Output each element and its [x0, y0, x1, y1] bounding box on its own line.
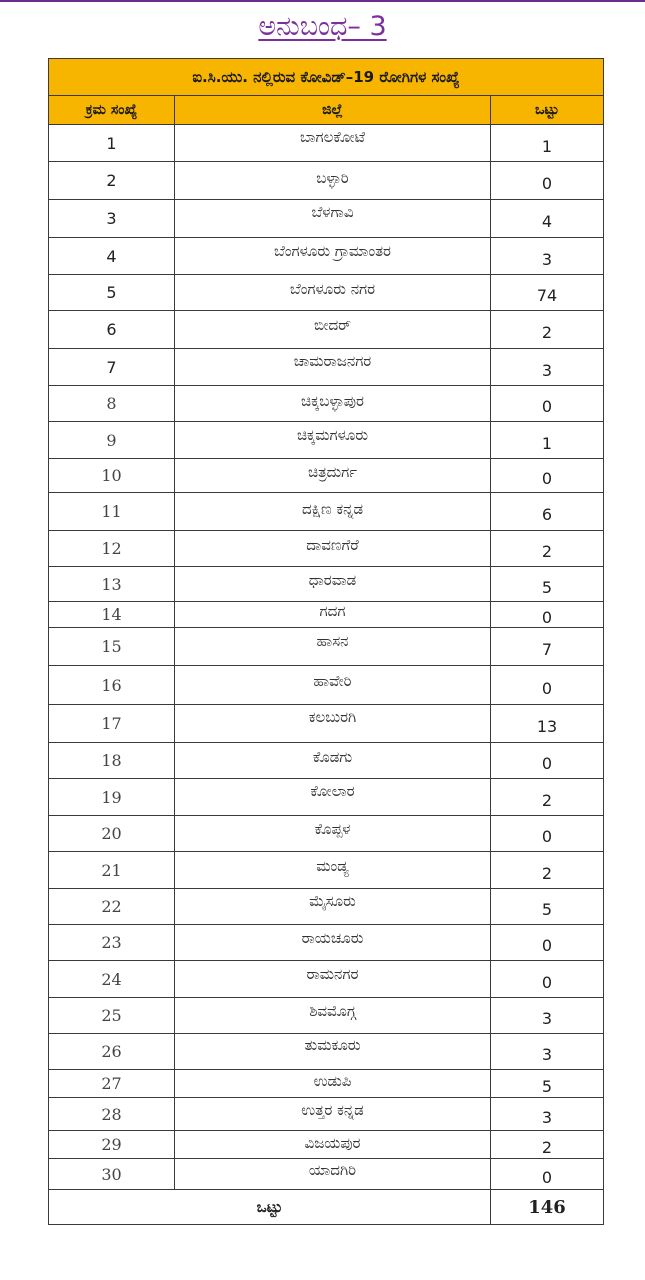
- count-cell: [491, 386, 604, 422]
- serial-number-cell: 24: [49, 961, 175, 998]
- table-row: [49, 493, 604, 531]
- serial-number-cell: 29: [49, 1131, 175, 1159]
- count-cell: [491, 1159, 604, 1190]
- count-cell: [491, 1070, 604, 1098]
- district-name: ಮಂಡ್ಯ: [316, 857, 349, 875]
- count-cell: [491, 666, 604, 705]
- table-row: [49, 275, 604, 311]
- total-label: ಒಟ್ಟು: [49, 1190, 491, 1225]
- serial-number-cell: 1: [49, 125, 175, 162]
- table-row: [49, 422, 604, 459]
- district-name: ಮೈಸೂರು: [309, 891, 356, 910]
- count-value: 0: [541, 678, 553, 698]
- table-row: [49, 531, 604, 567]
- table-row: [49, 602, 604, 628]
- district-cell: [175, 925, 491, 961]
- district-cell: [175, 666, 491, 705]
- count-value: 0: [541, 1167, 553, 1187]
- top-border-line: [0, 0, 645, 2]
- count-value: 3: [541, 1045, 553, 1064]
- table-row: [49, 386, 604, 422]
- count-cell: [491, 238, 604, 275]
- district-cell: [175, 1034, 491, 1070]
- annexure-heading: ಅನುಬಂಧ– 3: [258, 11, 387, 42]
- district-name: ಬೆಂಗಳೂರು ಗ್ರಾಮಾಂತರ: [274, 242, 391, 260]
- district-cell: [175, 816, 491, 852]
- count-cell: [491, 998, 604, 1034]
- table-row: [49, 238, 604, 275]
- serial-number-cell: 9: [49, 422, 175, 459]
- table-row: [49, 852, 604, 889]
- count-value: 5: [541, 1077, 553, 1096]
- count-value: 3: [541, 1009, 553, 1028]
- count-cell: [491, 1098, 604, 1131]
- table-row: [49, 1098, 604, 1131]
- district-name: ಕೊಡಗು: [312, 747, 353, 766]
- count-cell: [491, 1034, 604, 1070]
- count-value: 13: [536, 717, 558, 736]
- count-cell: [491, 961, 604, 998]
- table-title: ಐ.ಸಿ.ಯು. ನಲ್ಲಿರುವ ಕೋವಿಡ್‌–19 ರೋಗಿಗಳ ಸಂಖ್ಯೆ: [49, 59, 604, 96]
- district-cell: [175, 743, 491, 779]
- count-cell: [491, 743, 604, 779]
- count-value: 3: [541, 1107, 553, 1127]
- count-cell: [491, 349, 604, 386]
- district-name: ಕಲಬುರಗಿ: [308, 707, 357, 726]
- count-value: 2: [541, 790, 553, 810]
- table-header-row: [49, 96, 604, 125]
- serial-number-cell: 8: [49, 386, 175, 422]
- district-cell: [175, 459, 491, 493]
- district-name: ಹಾಸನ: [316, 631, 349, 650]
- district-cell: [175, 1159, 491, 1190]
- district-name: ಕೋಲಾರ: [310, 782, 355, 800]
- table-row: [49, 567, 604, 602]
- serial-number-cell: 6: [49, 311, 175, 349]
- table-row: [49, 200, 604, 238]
- table-row: [49, 925, 604, 961]
- district-name: ಬಳ್ಳಾರಿ: [316, 168, 349, 187]
- count-cell: [491, 852, 604, 889]
- count-value: 2: [541, 323, 553, 342]
- count-cell: [491, 422, 604, 459]
- icu-covid-table: [48, 58, 604, 1225]
- district-cell: [175, 531, 491, 567]
- count-value: 4: [541, 212, 553, 231]
- table-row: [49, 311, 604, 349]
- district-cell: [175, 386, 491, 422]
- count-cell: [491, 816, 604, 852]
- count-cell: [491, 493, 604, 531]
- serial-number-cell: 27: [49, 1070, 175, 1098]
- district-name: ಉಡುಪಿ: [313, 1071, 352, 1090]
- serial-number-cell: 10: [49, 459, 175, 493]
- district-name: ಧಾರವಾಡ: [308, 571, 357, 589]
- district-name: ಬೀದರ್‌: [314, 315, 351, 334]
- count-cell: [491, 275, 604, 311]
- count-cell: [491, 125, 604, 162]
- district-name: ಚಿಕ್ಕಮಗಳೂರು: [296, 426, 369, 444]
- count-cell: [491, 705, 604, 743]
- district-name: ವಿಜಯಪುರ: [304, 1133, 361, 1152]
- table-row: [49, 816, 604, 852]
- district-cell: [175, 852, 491, 889]
- district-cell: [175, 162, 491, 200]
- district-cell: [175, 311, 491, 349]
- serial-number-cell: 14: [49, 602, 175, 628]
- table-row: [49, 743, 604, 779]
- count-value: 2: [541, 863, 553, 883]
- district-cell: [175, 1098, 491, 1131]
- count-value: 7: [541, 640, 553, 659]
- count-cell: [491, 1131, 604, 1159]
- count-value: 3: [541, 360, 553, 380]
- count-value: 0: [541, 397, 553, 416]
- column-header-total: ಒಟ್ಟು: [491, 96, 604, 125]
- count-cell: [491, 162, 604, 200]
- district-cell: [175, 200, 491, 238]
- district-name: ಯಾದಗಿರಿ: [308, 1161, 357, 1179]
- table-row: [49, 889, 604, 925]
- total-row: [49, 1190, 604, 1225]
- table-row: [49, 349, 604, 386]
- serial-number-cell: 19: [49, 779, 175, 816]
- district-cell: [175, 238, 491, 275]
- district-cell: [175, 779, 491, 816]
- count-value: 0: [541, 827, 553, 846]
- serial-number-cell: 15: [49, 628, 175, 666]
- serial-number-cell: 13: [49, 567, 175, 602]
- count-value: 5: [541, 577, 553, 597]
- serial-number-cell: 22: [49, 889, 175, 925]
- count-cell: [491, 200, 604, 238]
- count-cell: [491, 459, 604, 493]
- serial-number-cell: 4: [49, 238, 175, 275]
- column-header-district: ಜಿಲ್ಲೆ: [175, 96, 491, 125]
- district-name: ಗದಗ: [319, 601, 346, 620]
- count-cell: [491, 628, 604, 666]
- district-cell: [175, 628, 491, 666]
- table-row: [49, 1070, 604, 1098]
- total-value: 146: [491, 1190, 604, 1225]
- district-cell: [175, 705, 491, 743]
- serial-number-cell: 21: [49, 852, 175, 889]
- district-name: ಬಾಗಲಕೋಟೆ: [299, 128, 366, 146]
- district-cell: [175, 275, 491, 311]
- serial-number-cell: 16: [49, 666, 175, 705]
- serial-number-cell: 26: [49, 1034, 175, 1070]
- district-cell: [175, 422, 491, 459]
- count-value: 6: [541, 505, 553, 524]
- district-cell: [175, 889, 491, 925]
- count-cell: [491, 602, 604, 628]
- count-cell: [491, 925, 604, 961]
- district-cell: [175, 961, 491, 998]
- serial-number-cell: 23: [49, 925, 175, 961]
- count-cell: [491, 531, 604, 567]
- serial-number-cell: 12: [49, 531, 175, 567]
- serial-number-cell: 25: [49, 998, 175, 1034]
- count-value: 0: [541, 754, 553, 773]
- serial-number-cell: 7: [49, 349, 175, 386]
- serial-number-cell: 18: [49, 743, 175, 779]
- district-name: ಚಿಕ್ಕಬಳ್ಳಾಪುರ: [301, 391, 364, 410]
- district-name: ತುಮಕೂರು: [304, 1035, 361, 1054]
- count-value: 2: [541, 542, 553, 561]
- serial-number-cell: 5: [49, 275, 175, 311]
- serial-number-cell: 20: [49, 816, 175, 852]
- district-name: ಕೊಪ್ಪಳ: [314, 819, 351, 838]
- district-name: ದಾವಣಗೆರೆ: [306, 535, 359, 554]
- district-name: ಶಿವಮೊಗ್ಗ: [309, 1001, 356, 1020]
- district-name: ರಾಮನಗರ: [306, 965, 359, 983]
- count-cell: [491, 567, 604, 602]
- district-cell: [175, 1131, 491, 1159]
- column-header-serial: ಕ್ರಮ ಸಂಖ್ಯೆ: [49, 96, 175, 125]
- table-row: [49, 1159, 604, 1190]
- serial-number-cell: 17: [49, 705, 175, 743]
- serial-number-cell: 28: [49, 1098, 175, 1131]
- count-value: 0: [541, 972, 553, 992]
- district-name: ಹಾವೇರಿ: [313, 672, 352, 690]
- district-cell: [175, 998, 491, 1034]
- table-row: [49, 1131, 604, 1159]
- table-row: [49, 779, 604, 816]
- district-cell: [175, 567, 491, 602]
- table-row: [49, 162, 604, 200]
- district-name: ರಾಯಚೂರು: [301, 928, 364, 947]
- count-cell: [491, 889, 604, 925]
- district-name: ಚಿತ್ರದುರ್ಗ: [307, 462, 357, 481]
- serial-number-cell: 11: [49, 493, 175, 531]
- district-name: ಉತ್ತರ ಕನ್ನಡ: [301, 1101, 364, 1119]
- district-name: ಚಾಮರಾಜನಗರ: [293, 352, 372, 370]
- table-title-row: [49, 59, 604, 96]
- table-row: [49, 705, 604, 743]
- count-value: 1: [541, 433, 553, 453]
- count-value: 0: [541, 174, 553, 193]
- count-cell: [491, 311, 604, 349]
- district-name: ಬೆಳಗಾವಿ: [311, 202, 354, 221]
- count-value: 3: [541, 249, 553, 269]
- district-cell: [175, 125, 491, 162]
- count-value: 0: [541, 469, 553, 488]
- district-cell: [175, 602, 491, 628]
- serial-number-cell: 30: [49, 1159, 175, 1190]
- district-cell: [175, 1070, 491, 1098]
- count-value: 1: [541, 136, 553, 156]
- table-row: [49, 961, 604, 998]
- table-row: [49, 998, 604, 1034]
- count-value: 5: [541, 900, 553, 919]
- table-row: [49, 125, 604, 162]
- district-cell: [175, 493, 491, 531]
- district-cell: [175, 349, 491, 386]
- count-cell: [491, 779, 604, 816]
- count-value: 74: [536, 286, 558, 305]
- serial-number-cell: 3: [49, 200, 175, 238]
- table-row: [49, 459, 604, 493]
- district-name: ಬೆಂಗಳೂರು ನಗರ: [289, 279, 376, 298]
- table-row: [49, 666, 604, 705]
- table-row: [49, 628, 604, 666]
- district-name: ದಕ್ಷಿಣ ಕನ್ನಡ: [301, 499, 364, 518]
- table-row: [49, 1034, 604, 1070]
- serial-number-cell: 2: [49, 162, 175, 200]
- count-value: 0: [541, 936, 553, 955]
- count-value: 0: [541, 608, 553, 627]
- count-value: 2: [541, 1138, 553, 1157]
